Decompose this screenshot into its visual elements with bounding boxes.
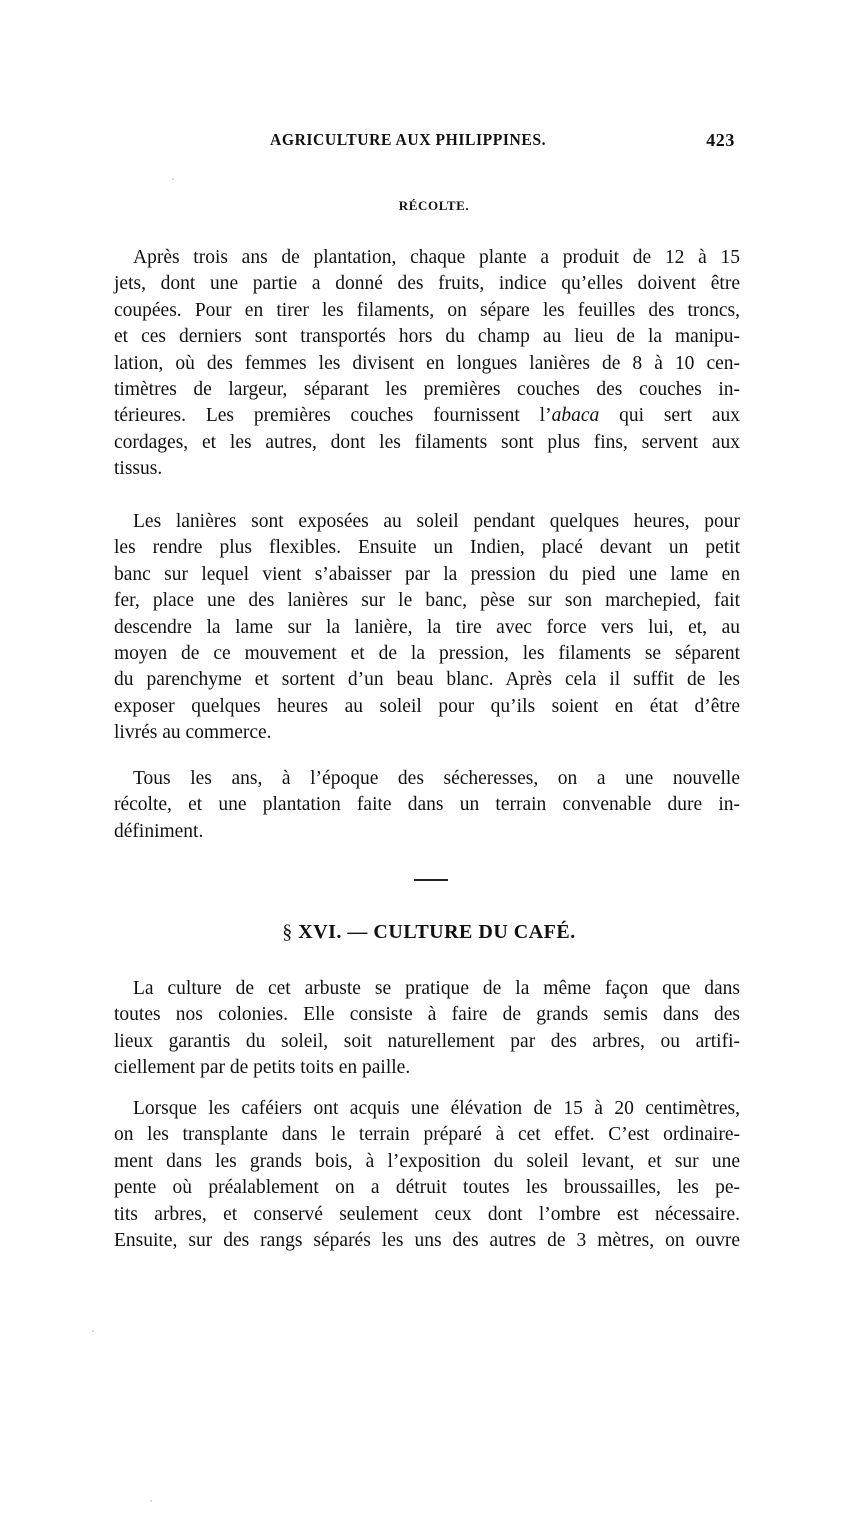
text-line: ciellement par de petits toits en paille. <box>114 1057 411 1079</box>
italic-term: abaca <box>551 405 600 427</box>
text-line: moyen de ce mouvement et de la pression, les filaments se séparent <box>114 642 740 664</box>
text-line: exposer quelques heures au soleil pour qu’ils soient en état d’être <box>114 695 740 717</box>
text-line: tits arbres, et conservé seulement ceux dont l’ombre est nécessaire. <box>114 1203 740 1225</box>
text-line: livrés au commerce. <box>114 722 272 744</box>
text-line: jets, dont une partie a donné des fruits, indice qu’elles doivent être <box>114 273 740 295</box>
text-line: et ces derniers sont transportés hors du champ au lieu de la manipu- <box>114 326 740 348</box>
text-line: La culture de cet arbuste se pratique de la même façon que dans <box>133 978 740 999</box>
text-line: pente où préalablement on a détruit toutes les broussailles, les pe- <box>114 1177 740 1199</box>
text-line: définiment. <box>114 820 204 842</box>
section-title-text: XVI. — CULTURE DU CAFÉ. <box>298 921 576 943</box>
running-head <box>114 130 740 156</box>
text-line: lieux garantis du soleil, soit naturellement par des arbres, ou artifi- <box>114 1030 740 1052</box>
text-line: Tous les ans, à l’époque des sécheresses, on a une nouvelle <box>133 768 740 789</box>
text-line: tissus. <box>114 458 163 480</box>
text-line: récolte, et une plantation faite dans un terrain convenable dure in- <box>114 794 740 816</box>
text-line: toutes nos colonies. Elle consiste à faire de grands semis dans des <box>114 1004 740 1026</box>
paper-speck <box>92 1330 94 1332</box>
page-number: 423 <box>706 130 735 150</box>
paper-speck <box>172 178 174 180</box>
running-title: AGRICULTURE AUX PHILIPPINES. <box>270 130 547 149</box>
section-heading-cafe <box>0 921 856 944</box>
text-line: cordages, et les autres, dont les filaments sont plus fins, servent aux <box>114 431 740 453</box>
text-line: coupées. Pour en tirer les filaments, on sépare les feuilles des troncs, <box>114 299 740 321</box>
paragraph-recolte-3 <box>114 766 740 845</box>
section-divider <box>414 879 448 881</box>
text-line: les rendre plus flexibles. Ensuite un Indien, placé devant un petit <box>114 537 740 559</box>
section-sign: § <box>282 921 293 943</box>
text-line: Ensuite, sur des rangs séparés les uns des autres de 3 mètres, on ouvre <box>114 1229 740 1251</box>
text-line: banc sur lequel vient s’abaisser par la pression du pied une lame en <box>114 563 740 585</box>
text-line: lation, où des femmes les divisent en longues lanières de 8 à 10 cen- <box>114 352 740 374</box>
text-line: descendre la lame sur la lanière, la tire avec force vers lui, et, au <box>114 616 740 638</box>
text-line: timètres de largeur, séparant les premières couches des couches in- <box>114 378 740 400</box>
text-line: on les transplante dans le terrain préparé à cet effet. C’est ordinaire- <box>114 1124 740 1146</box>
paragraph-recolte-2 <box>114 509 740 747</box>
text-line: Les lanières sont exposées au soleil pendant quelques heures, pour <box>133 511 740 532</box>
text-line: du parenchyme et sortent d’un beau blanc. Après cela il suffit de les <box>114 669 740 691</box>
text-line: Lorsque les caféiers ont acquis une élévation de 15 à 20 centimètres, <box>133 1098 740 1119</box>
paragraph-recolte-1 <box>114 245 740 483</box>
paragraph-cafe-2 <box>114 1096 740 1254</box>
paragraph-cafe-1 <box>114 976 740 1082</box>
paper-speck <box>150 1500 152 1502</box>
text-line: ment dans les grands bois, à l’exposition du soleil levant, et sur une <box>114 1150 740 1172</box>
text-line: fer, place une des lanières sur le banc, pèse sur son marchepied, fait <box>114 590 740 612</box>
text-line: Après trois ans de plantation, chaque plante a produit de 12 à 15 <box>133 247 740 268</box>
section-heading-recolte: RÉCOLTE. <box>398 198 470 213</box>
text-line-with-italic: térieures. Les premières couches fournissent l’abaca qui sert aux <box>114 405 740 427</box>
